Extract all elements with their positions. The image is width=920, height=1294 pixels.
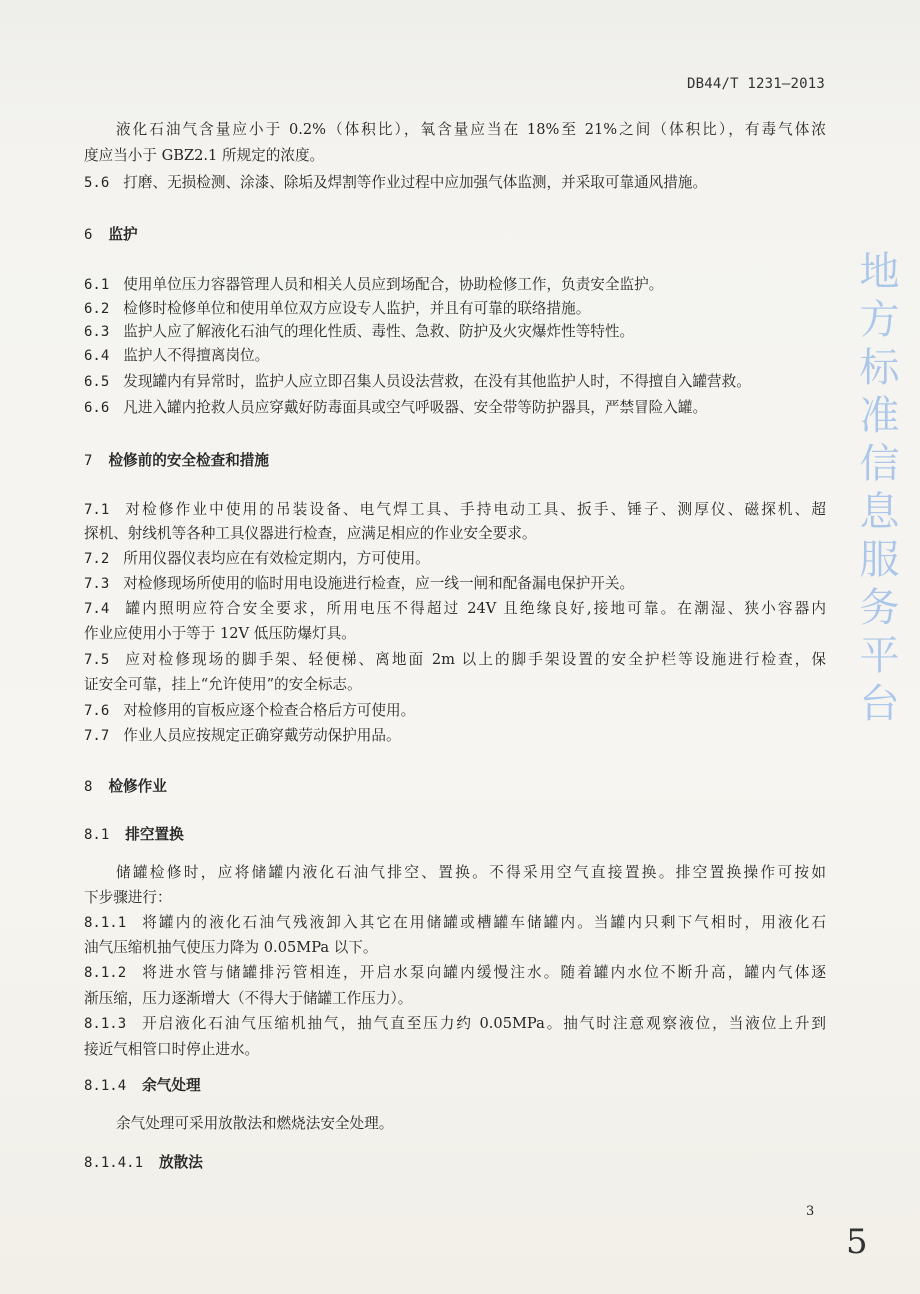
clause-line	[84, 938, 826, 958]
clause-text: 证安全可靠，挂上“允许使用”的安全标志。	[84, 676, 362, 693]
paragraph-line	[84, 146, 826, 166]
clause-text: 将进水管与储罐排污管相连，开启水泵向罐内缓慢注水。随着罐内水位不断升高，罐内气体逐	[140, 964, 826, 981]
clause-number: 8.1.4.1	[84, 1155, 144, 1171]
clause-text: 余气处理	[142, 1077, 201, 1094]
clause-text: 检修时检修单位和使用单位双方应设专人监护，并且有可靠的联络措施。	[123, 300, 591, 317]
clause-text: 下步骤进行：	[84, 889, 172, 906]
clause-number: 8.1.4	[84, 1078, 127, 1094]
clause-text: 对检修现场所使用的临时用电设施进行检查，应一线一闸和配备漏电保护开关。	[123, 575, 635, 592]
clause-number: 8.1	[84, 827, 110, 843]
paragraph-line	[116, 120, 826, 140]
clause-line	[84, 913, 826, 933]
clause-line	[84, 726, 826, 746]
paragraph-line	[116, 1114, 826, 1134]
clause-text: 渐压缩，压力逐渐增大（不得大于储罐工作压力）。	[84, 990, 413, 1007]
clause-number: 6.6	[84, 400, 110, 416]
clause-line	[84, 963, 826, 983]
clause-text: 监护人应了解液化石油气的理化性质、毒性、急救、防护及火灾爆炸性等特性。	[123, 323, 635, 340]
clause-number: 6.5	[84, 374, 110, 390]
section-heading	[84, 825, 826, 845]
clause-number: 6	[84, 227, 93, 243]
clause-line	[84, 989, 826, 1009]
document-code: DB44/T 1231—2013	[686, 76, 825, 92]
clause-text: 检修作业	[108, 778, 167, 795]
clause-line	[84, 372, 826, 392]
section-heading	[84, 1153, 826, 1173]
section-heading	[84, 1076, 826, 1096]
clause-line	[84, 346, 826, 366]
clause-number: 8.1.3	[84, 1016, 127, 1032]
page-number: 3	[806, 1204, 815, 1219]
clause-number: 7	[84, 453, 93, 469]
clause-line	[84, 322, 826, 342]
clause-text: 将罐内的液化石油气残液卸入其它在用储罐或槽罐车储罐内。当罐内只剩下气相时，用液化石	[140, 914, 826, 931]
clause-text: 罐内照明应符合安全要求，所用电压不得超过 24V 且绝缘良好,接地可靠。在潮湿、狭小容器内	[123, 600, 826, 617]
paragraph-line	[116, 863, 826, 883]
clause-line	[84, 524, 826, 544]
clause-text: 接近气相管口时停止进水。	[84, 1041, 260, 1058]
clause-number: 7.1	[84, 502, 110, 518]
clause-line	[84, 701, 826, 721]
clause-number: 8.1.1	[84, 915, 127, 931]
section-heading	[84, 451, 826, 471]
clause-text: 监护	[108, 226, 138, 243]
section-heading	[84, 225, 826, 245]
clause-text: 打磨、无损检测、涂漆、除垢及焊割等作业过程中应加强气体监测，并采取可靠通风措施。	[123, 174, 708, 191]
clause-line	[84, 398, 826, 418]
clause-text: 对检修作业中使用的吊装设备、电气焊工具、手持电动工具、扳手、锤子、测厚仪、磁探机、超	[123, 501, 826, 518]
clause-text: 所用仪器仪表均应在有效检定期内，方可使用。	[123, 550, 430, 567]
clause-number: 8	[84, 779, 93, 795]
clause-text: 对检修用的盲板应逐个检查合格后方可使用。	[123, 702, 416, 719]
clause-text: 作业应使用小于等于 12V 低压防爆灯具。	[84, 625, 356, 642]
clause-text: 排空置换	[125, 826, 184, 843]
clause-line	[84, 173, 826, 193]
clause-text: 探机、射线机等各种工具仪器进行检查，应满足相应的作业安全要求。	[84, 525, 537, 542]
clause-line	[84, 1040, 826, 1060]
clause-number: 7.5	[84, 652, 110, 668]
clause-number: 5.6	[84, 175, 110, 191]
clause-line	[84, 650, 826, 670]
clause-text: 开启液化石油气压缩机抽气，抽气直至压力约 0.05MPa。抽气时注意观察液位，当液位上升到	[140, 1015, 826, 1032]
clause-number: 6.2	[84, 301, 110, 317]
clause-number: 7.7	[84, 728, 110, 744]
clause-text: 监护人不得擅离岗位。	[123, 347, 270, 364]
watermark: 地方标准信息服务平台	[853, 250, 899, 730]
clause-text: 油气压缩机抽气使压力降为 0.05MPa 以下。	[84, 939, 378, 956]
clause-text: 液化石油气含量应小于 0.2%（体积比），氧含量应当在 18%至 21%之间（体积比），有毒气体浓	[116, 121, 826, 138]
clause-line	[84, 299, 826, 319]
clause-text: 检修前的安全检查和措施	[108, 452, 269, 469]
paragraph-line	[84, 888, 826, 908]
clause-text: 储罐检修时，应将储罐内液化石油气排空、置换。不得采用空气直接置换。排空置换操作可按如	[116, 864, 826, 881]
clause-line	[84, 275, 826, 295]
clause-line	[84, 599, 826, 619]
clause-number: 7.6	[84, 703, 110, 719]
section-heading	[84, 777, 826, 797]
clause-text: 度应当小于 GBZ2.1 所规定的浓度。	[84, 147, 325, 164]
clause-line	[84, 624, 826, 644]
clause-number: 7.3	[84, 576, 110, 592]
scan-page-mark: 5	[846, 1222, 868, 1262]
clause-line	[84, 500, 826, 520]
clause-text: 放散法	[159, 1154, 203, 1171]
clause-text: 凡进入罐内抢救人员应穿戴好防毒面具或空气呼吸器、安全带等防护器具，严禁冒险入罐。	[123, 399, 708, 416]
clause-text: 余气处理可采用放散法和燃烧法安全处理。	[116, 1115, 394, 1132]
clause-number: 7.4	[84, 601, 110, 617]
clause-number: 7.2	[84, 551, 110, 567]
clause-number: 8.1.2	[84, 965, 127, 981]
clause-number: 6.1	[84, 277, 110, 293]
clause-line	[84, 675, 826, 695]
clause-line	[84, 1014, 826, 1034]
clause-number: 6.3	[84, 324, 110, 340]
clause-text: 应对检修现场的脚手架、轻便梯、离地面 2m 以上的脚手架设置的安全护栏等设施进行检查，保	[123, 651, 826, 668]
clause-text: 使用单位压力容器管理人员和相关人员应到场配合，协助检修工作，负责安全监护。	[123, 276, 664, 293]
clause-line	[84, 549, 826, 569]
clause-text: 发现罐内有异常时，监护人应立即召集人员设法营救，在没有其他监护人时，不得擅自入罐营救。	[123, 373, 751, 390]
clause-line	[84, 574, 826, 594]
clause-text: 作业人员应按规定正确穿戴劳动保护用品。	[123, 727, 401, 744]
clause-number: 6.4	[84, 348, 110, 364]
